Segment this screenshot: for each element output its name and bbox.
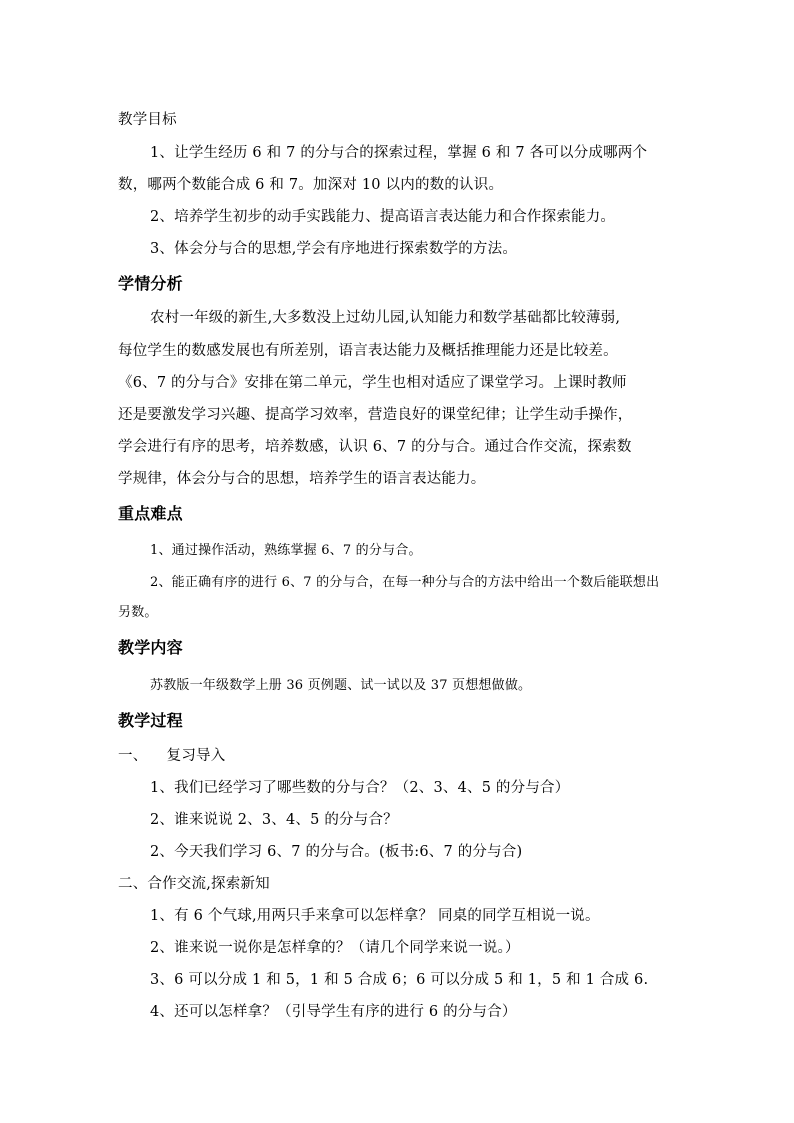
- process-line: 一、 复习导入: [118, 748, 226, 764]
- section-title-goals: 教学目标: [118, 112, 177, 128]
- section-title-key-points: 重点难点: [118, 504, 183, 523]
- analysis-line: 每位学生的数感发展也有所差别，语言表达能力及概括推理能力还是比较差。: [118, 343, 618, 359]
- section-title-analysis: 学情分析: [118, 274, 183, 293]
- analysis-line: 《6、7 的分与合》安排在第二单元，学生也相对适应了课堂学习。上课时教师: [118, 375, 627, 391]
- process-line: 2、今天我们学习 6、7 的分与合。(板书:6、7 的分与合): [150, 844, 523, 860]
- process-line: 2、谁来说说 2、3、4、5 的分与合？: [150, 812, 398, 828]
- key-points-line: 2、能正确有序的进行 6、7 的分与合，在每一种分与合的方法中给出一个数后能联想出: [150, 575, 660, 590]
- process-line: 3、6 可以分成 1 和 5，1 和 5 合成 6；6 可以分成 5 和 1，5 和 1 合成 6.: [150, 972, 649, 988]
- process-line: 1、我们已经学习了哪些数的分与合？（2、3、4、5 的分与合）: [150, 780, 570, 796]
- goals-line: 3、体会分与合的思想,学会有序地进行探索数学的方法。: [150, 241, 518, 257]
- analysis-line: 农村一年级的新生,大多数没上过幼儿园,认知能力和数学基础都比较薄弱,: [150, 310, 621, 326]
- process-line: 2、谁来说一说你是怎样拿的？（请几个同学来说一说。）: [150, 940, 520, 956]
- process-line: 4、还可以怎样拿？（引导学生有序的进行 6 的分与合）: [150, 1004, 517, 1020]
- analysis-line: 学规律，体会分与合的思想，培养学生的语言表达能力。: [118, 471, 486, 487]
- process-line: 1、有 6 个气球,用两只手来拿可以怎样拿？ 同桌的同学互相说一说。: [150, 908, 600, 924]
- analysis-line: 还是要激发学习兴趣、提高学习效率，营造良好的课堂纪律；让学生动手操作，: [118, 407, 633, 423]
- key-points-line: 另数。: [118, 605, 158, 620]
- goals-line: 数，哪两个数能合成 6 和 7。加深对 10 以内的数的认识。: [118, 177, 504, 193]
- content-line: 苏教版一年级数学上册 36 页例题、试一试以及 37 页想想做做。: [150, 678, 532, 693]
- section-title-process: 教学过程: [118, 711, 183, 730]
- analysis-line: 学会进行有序的思考，培养数感，认识 6、7 的分与合。通过合作交流，探索数: [118, 439, 632, 455]
- goals-line: 1、让学生经历 6 和 7 的分与合的探索过程，掌握 6 和 7 各可以分成哪两个: [150, 145, 648, 161]
- process-line: 二、合作交流,探索新知: [118, 876, 270, 892]
- section-title-content: 教学内容: [118, 638, 183, 657]
- key-points-line: 1、通过操作活动，熟练掌握 6、7 的分与合。: [150, 543, 422, 558]
- goals-line: 2、培养学生初步的动手实践能力、提高语言表达能力和合作探索能力。: [150, 209, 616, 225]
